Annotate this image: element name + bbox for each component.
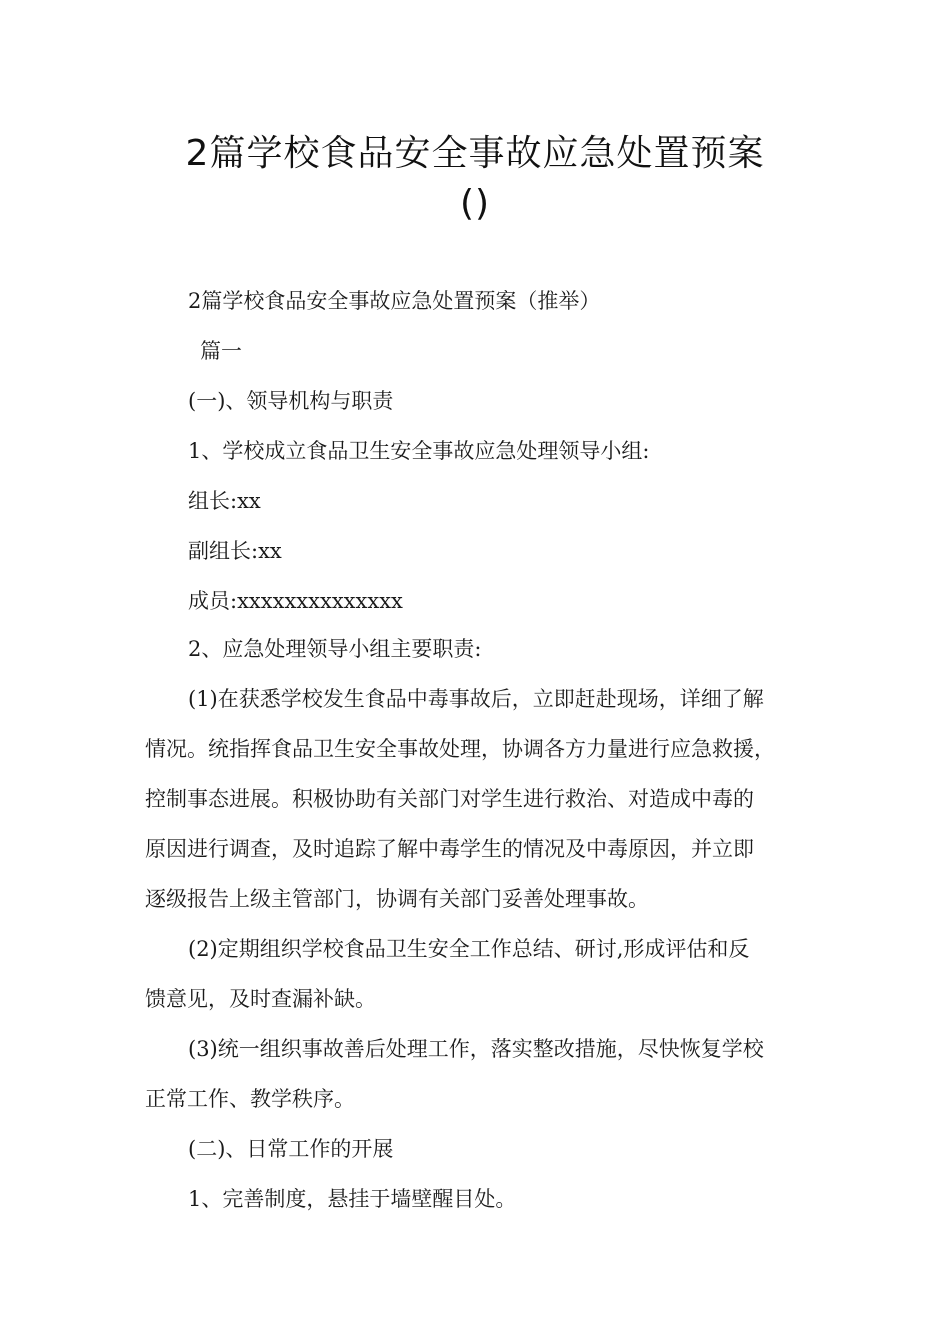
paragraph-line: (3)统一组织事故善后处理工作，落实整改措施，尽快恢复学校	[188, 1037, 764, 1061]
paragraph-line: 情况。统指挥食品卫生安全事故处理，协调各方力量进行应急救援，	[145, 737, 775, 761]
paragraph-line: 馈意见，及时查漏补缺。	[145, 987, 376, 1011]
heading-daily-work: (二)、日常工作的开展	[188, 1137, 394, 1161]
paragraph-line: 1、完善制度，悬挂于墙壁醒目处。	[188, 1187, 517, 1211]
paragraph-line: 原因进行调查，及时追踪了解中毒学生的情况及中毒原因，并立即	[145, 837, 754, 861]
section-label-part-one: 篇一	[200, 339, 242, 363]
subtitle-line: 2篇学校食品安全事故应急处置预案（推举）	[188, 289, 601, 313]
paragraph-line: 2、应急处理领导小组主要职责:	[188, 637, 482, 661]
paragraph-line: (1)在获悉学校发生食品中毒事故后，立即赶赴现场，详细了解	[188, 687, 764, 711]
paragraph-line: 逐级报告上级主管部门，协调有关部门妥善处理事故。	[145, 887, 649, 911]
document-title-line-1: 2篇学校食品安全事故应急处置预案	[185, 133, 765, 174]
paragraph-line: 1、学校成立食品卫生安全事故应急处理领导小组:	[188, 439, 650, 463]
paragraph-line: 正常工作、教学秩序。	[145, 1087, 355, 1111]
paragraph-line: 控制事态进展。积极协助有关部门对学生进行救治、对造成中毒的	[145, 787, 754, 811]
document-title-line-2: ()	[459, 183, 491, 224]
paragraph-line: 成员:xxxxxxxxxxxxxx	[188, 589, 403, 613]
heading-leadership: (一)、领导机构与职责	[188, 389, 394, 413]
paragraph-line: 副组长:xx	[188, 539, 282, 563]
paragraph-line: (2)定期组织学校食品卫生安全工作总结、研讨,形成评估和反	[188, 937, 750, 961]
paragraph-line: 组长:xx	[188, 489, 261, 513]
